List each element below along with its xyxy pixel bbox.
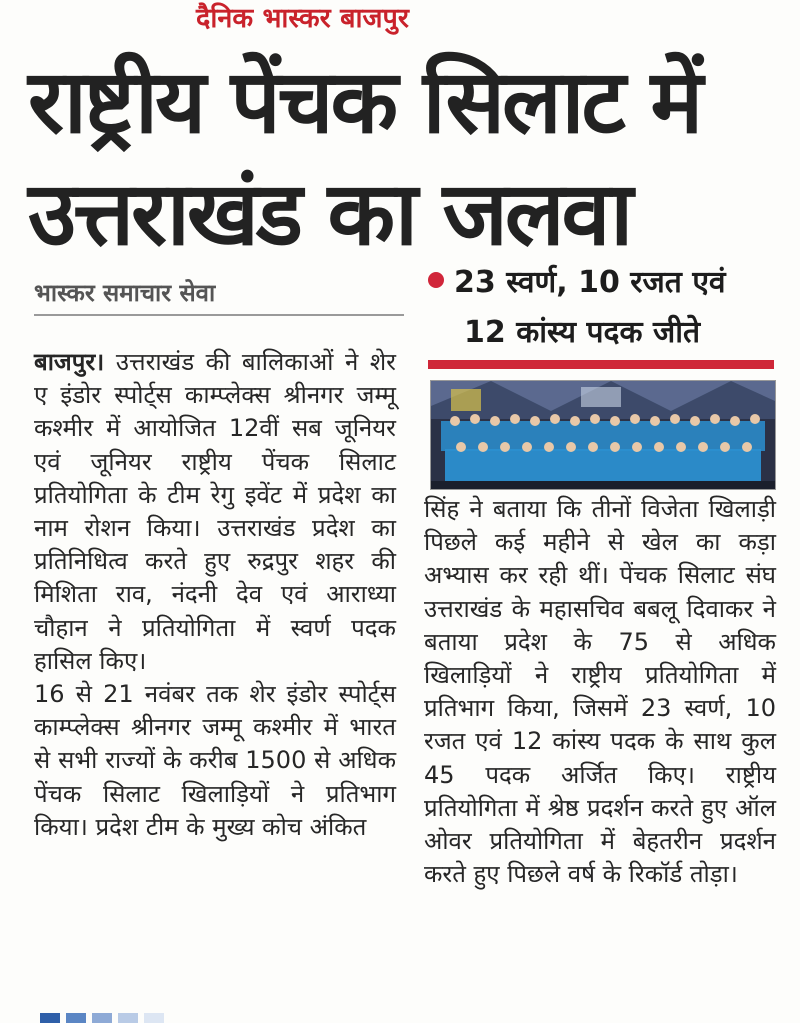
byline-divider [34, 314, 404, 316]
headline [28, 46, 788, 270]
headline-line-2: उत्तराखंड का जलवा [28, 162, 631, 265]
newspaper-source-tag: दैनिक भास्कर बाजपुर [196, 3, 409, 34]
footer-mark [144, 1013, 164, 1023]
accent-bar [428, 360, 774, 369]
footer-color-marks [40, 1013, 164, 1023]
team-photo [430, 380, 776, 490]
footer-mark [92, 1013, 112, 1023]
footer-mark [66, 1013, 86, 1023]
article-text-1: उत्तराखंड की बालिकाओं ने शेर ए इंडोर स्पोर्ट्स काम्प्लेक्स श्रीनगर जम्मू कश्मीर में आयोजित 12वीं सब जूनियर एवं जूनियर राष्ट्रीय पेंचक सिलाट प्रतियोगिता के टीम रेगु इवेंट में प्रदेश का नाम रोशन किया। उत्तराखंड प्रदेश का प्रतिनिधित्व करते हुए रुद्रपुर शहर की मिशिता राव, नंदनी देव एवं आराध्या चौहान ने प्रतियोगिता में स्वर्ण पदक हासिल किए। [34, 348, 396, 675]
article-paragraph: सिंह ने बताया कि तीनों विजेता खिलाड़ी पिछले कई महीने से खेल का कड़ा अभ्यास कर रही थीं। पेंचक सिलाट संघ उत्तराखंड के महासचिव बबलू दिवाकर ने बताया प्रदेश के 75 से अधिक खिलाड़ियों ने राष्ट्रीय प्रतियोगिता में प्रतिभाग किया, जिसमें 23 स्वर्ण, 10 रजत एवं 12 कांस्य पदक के साथ कुल 45 पदक अर्जित किए। राष्ट्रीय प्रतियोगिता में श्रेष्ठ प्रदर्शन करते हुए ऑल ओवर प्रतियोगिता में बेहतरीन प्रदर्शन करते हुए पिछले वर्ष के रिकॉर्ड तोड़ा। [424, 495, 776, 889]
article-paragraph: 16 से 21 नवंबर तक शेर इंडोर स्पोर्ट्स काम्प्लेक्स श्रीनगर जम्मू कश्मीर में भारत से सभी राज्यों के करीब 1500 से अधिक पेंचक सिलाट खिलाड़ियों ने प्रतिभाग किया। प्रदेश टीम के मुख्य कोच अंकित [34, 680, 396, 841]
article-column-left [34, 346, 396, 844]
dateline: बाजपुर। [34, 348, 105, 376]
article-paragraph [34, 346, 396, 678]
bullet-dot-icon [428, 272, 444, 288]
subhead-line-2: 12 कांस्य पदक जीते [464, 315, 701, 350]
subheadline [428, 258, 788, 358]
footer-mark [118, 1013, 138, 1023]
article-column-right [424, 493, 776, 891]
byline: भास्कर समाचार सेवा [34, 279, 216, 307]
headline-line-1: राष्ट्रीय पेंचक सिलाट में [28, 50, 701, 153]
footer-mark [40, 1013, 60, 1023]
subhead-line-1: 23 स्वर्ण, 10 रजत एवं [454, 265, 726, 300]
